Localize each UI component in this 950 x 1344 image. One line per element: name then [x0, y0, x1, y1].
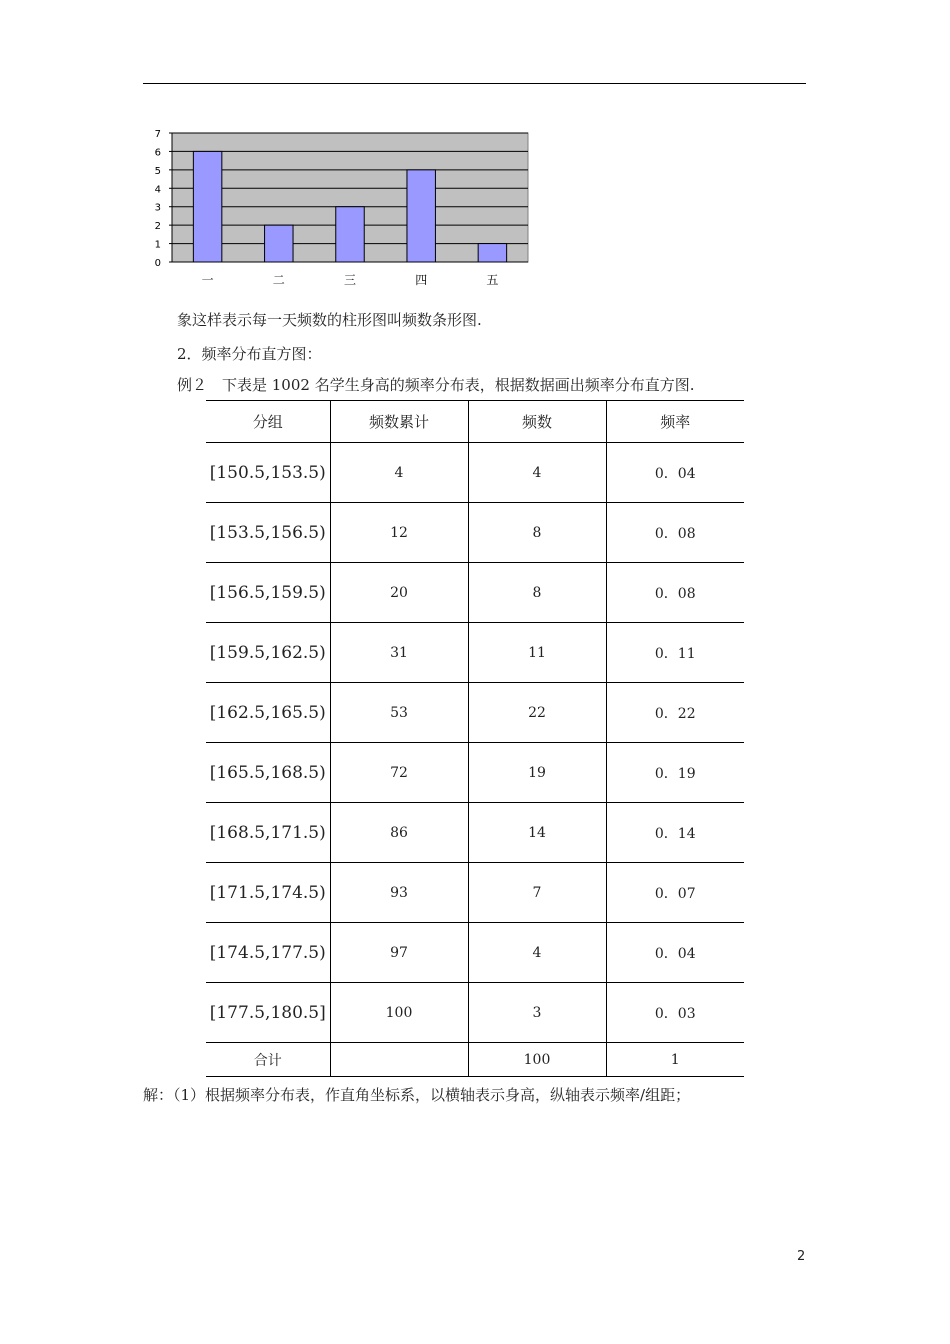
y-tick-label: 2	[154, 221, 161, 233]
cell-frequency: 8	[468, 563, 606, 623]
example-2-statement: 例２ 下表是 1002 名学生身高的频率分布表，根据数据画出频率分布直方图.	[177, 376, 695, 394]
header-cumulative: 频数累计	[330, 401, 468, 443]
cell-frequency: 11	[468, 623, 606, 683]
cell-frequency: 14	[468, 803, 606, 863]
cell-group: [174.5,177.5)	[206, 923, 330, 983]
bar	[193, 151, 221, 262]
y-tick-label: 6	[154, 147, 161, 159]
bar	[407, 170, 435, 262]
x-category-label: 三	[343, 273, 357, 287]
cell-relative-frequency: 0．14	[606, 803, 744, 863]
frequency-distribution-table	[206, 400, 744, 1077]
cell-group: [171.5,174.5)	[206, 863, 330, 923]
cell-relative-frequency: 0．04	[606, 443, 744, 503]
y-tick-label: 5	[154, 165, 161, 177]
y-tick-label: 0	[154, 258, 161, 269]
x-category-label: 一	[201, 273, 214, 287]
section-heading-histogram: 2．频率分布直方图：	[177, 345, 322, 363]
cell-cumulative: 93	[330, 863, 468, 923]
cell-relative-frequency: 0．08	[606, 563, 744, 623]
table-row	[206, 863, 744, 923]
cell-frequency: 4	[468, 923, 606, 983]
cell-frequency: 19	[468, 743, 606, 803]
y-tick-label: 4	[154, 184, 161, 196]
cell-cumulative: 53	[330, 683, 468, 743]
y-tick-label: 1	[154, 239, 161, 251]
table-row	[206, 923, 744, 983]
header-rule	[143, 83, 806, 84]
x-category-label: 二	[272, 273, 285, 287]
cell-cumulative: 100	[330, 983, 468, 1043]
cell-frequency: 3	[468, 983, 606, 1043]
table-row	[206, 503, 744, 563]
cell-group: [159.5,162.5)	[206, 623, 330, 683]
cell-group: [162.5,165.5)	[206, 683, 330, 743]
total-frequency: 100	[468, 1043, 606, 1077]
y-tick-label: 3	[154, 202, 161, 214]
cell-relative-frequency: 0．03	[606, 983, 744, 1043]
total-cumulative	[330, 1043, 468, 1077]
cell-cumulative: 12	[330, 503, 468, 563]
cell-relative-frequency: 0．07	[606, 863, 744, 923]
table-row	[206, 623, 744, 683]
header-relative-frequency: 频率	[606, 401, 744, 443]
cell-frequency: 22	[468, 683, 606, 743]
cell-frequency: 4	[468, 443, 606, 503]
total-label: 合计	[206, 1043, 330, 1077]
bar	[336, 207, 364, 262]
table-row	[206, 443, 744, 503]
cell-relative-frequency: 0．19	[606, 743, 744, 803]
table-row	[206, 563, 744, 623]
header-frequency: 频数	[468, 401, 606, 443]
total-relative-frequency: 1	[606, 1043, 744, 1077]
table-row	[206, 983, 744, 1043]
bar	[478, 244, 506, 262]
table-row	[206, 743, 744, 803]
cell-cumulative: 86	[330, 803, 468, 863]
cell-cumulative: 4	[330, 443, 468, 503]
x-category-label: 五	[486, 273, 499, 287]
table-total-row	[206, 1043, 744, 1077]
cell-relative-frequency: 0．22	[606, 683, 744, 743]
cell-group: [165.5,168.5)	[206, 743, 330, 803]
cell-group: [177.5,180.5]	[206, 983, 330, 1043]
cell-group: [168.5,171.5)	[206, 803, 330, 863]
table-header-row	[206, 401, 744, 443]
cell-cumulative: 72	[330, 743, 468, 803]
table-row	[206, 683, 744, 743]
cell-relative-frequency: 0．08	[606, 503, 744, 563]
page-number: 2	[797, 1249, 806, 1264]
table-row	[206, 803, 744, 863]
x-category-label: 四	[415, 273, 428, 287]
cell-cumulative: 20	[330, 563, 468, 623]
frequency-bar-chart	[143, 120, 543, 295]
cell-relative-frequency: 0．11	[606, 623, 744, 683]
header-group: 分组	[206, 401, 330, 443]
cell-group: [153.5,156.5)	[206, 503, 330, 563]
cell-relative-frequency: 0．04	[606, 923, 744, 983]
cell-group: [156.5,159.5)	[206, 563, 330, 623]
cell-frequency: 7	[468, 863, 606, 923]
cell-frequency: 8	[468, 503, 606, 563]
paragraph-bar-chart-definition: 象这样表示每一天频数的柱形图叫频数条形图.	[177, 311, 482, 329]
y-tick-label: 7	[154, 129, 161, 140]
cell-group: [150.5,153.5)	[206, 443, 330, 503]
cell-cumulative: 97	[330, 923, 468, 983]
cell-cumulative: 31	[330, 623, 468, 683]
solution-step-1: 解：（1）根据频率分布表，作直角坐标系，以横轴表示身高，纵轴表示频率/组距；	[143, 1086, 691, 1104]
bar	[265, 225, 293, 262]
